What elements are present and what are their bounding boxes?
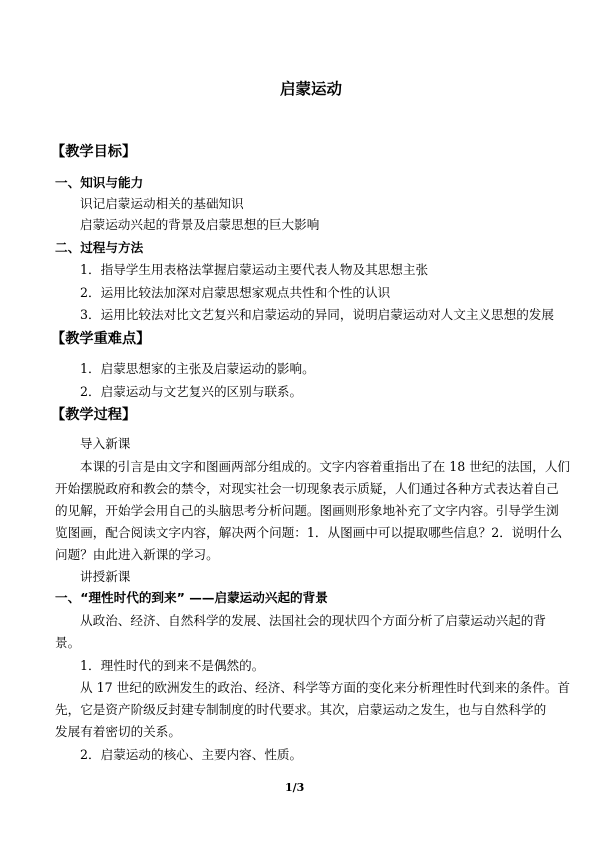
paragraph-line: 景。 xyxy=(55,635,81,650)
key-point-item: 1．启蒙思想家的主张及启蒙运动的影响。 xyxy=(80,361,315,376)
section-heading-process: 二、过程与方法 xyxy=(55,240,144,255)
section-heading-knowledge: 一、知识与能力 xyxy=(55,175,144,190)
point-heading: 1．理性时代的到来不是偶然的。 xyxy=(80,658,265,673)
intro-label: 导入新课 xyxy=(80,436,131,451)
paragraph-line: 问题？由此进入新课的学习。 xyxy=(55,547,219,562)
paragraph-line: 从政治、经济、自然科学的发展、法国社会的现状四个方面分析了启蒙运动兴起的背 xyxy=(80,613,546,628)
key-points-heading: 【教学重难点】 xyxy=(51,331,151,347)
objective-item: 2．运用比较法加深对启蒙思想家观点共性和个性的认识 xyxy=(80,285,391,300)
paragraph-line: 的见解，开始学会用自己的头脑思考分析问题。图画则形象地补充了文字内容。引导学生浏 xyxy=(55,503,559,518)
objective-item: 启蒙运动兴起的背景及启蒙思想的巨大影响 xyxy=(80,217,320,232)
objective-item: 3．运用比较法对比文艺复兴和启蒙运动的异同，说明启蒙运动对人文主义思想的发展 xyxy=(80,307,554,322)
objectives-heading: 【教学目标】 xyxy=(51,144,137,160)
paragraph-line: 览图画，配合阅读文字内容，解决两个问题：1．从图画中可以提取哪些信息？2．说明什么 xyxy=(55,525,563,540)
point-heading: 2．启蒙运动的核心、主要内容、性质。 xyxy=(80,747,303,762)
paragraph-line: 从 17 世纪的欧洲发生的政治、经济、科学等方面的变化来分析理性时代到来的条件。首 xyxy=(80,680,571,695)
paragraph-line: 开始摆脱政府和教会的禁令，对现实社会一切现象表示质疑，人们通过各种方式表达着自己 xyxy=(55,481,559,496)
objective-item: 识记启蒙运动相关的基础知识 xyxy=(80,196,244,211)
process-heading: 【教学过程】 xyxy=(51,407,137,423)
paragraph-line: 发展有着密切的关系。 xyxy=(55,724,181,739)
objective-item: 1．指导学生用表格法掌握启蒙运动主要代表人物及其思想主张 xyxy=(80,262,429,277)
key-point-item: 2．启蒙运动与文艺复兴的区别与联系。 xyxy=(80,384,303,399)
page-title: 启蒙运动 xyxy=(280,80,343,98)
lecture-label: 讲授新课 xyxy=(80,569,131,584)
paragraph-line: 本课的引言是由文字和图画两部分组成的。文字内容着重指出了在 18 世纪的法国，人们 xyxy=(80,459,571,474)
page-number: 1/3 xyxy=(285,781,305,794)
section-heading-background: 一、“理性时代的到来” ——启蒙运动兴起的背景 xyxy=(55,590,328,605)
paragraph-line: 先，它是资产阶级反封建专制制度的时代要求。其次，启蒙运动之发生，也与自然科学的 xyxy=(55,702,547,717)
